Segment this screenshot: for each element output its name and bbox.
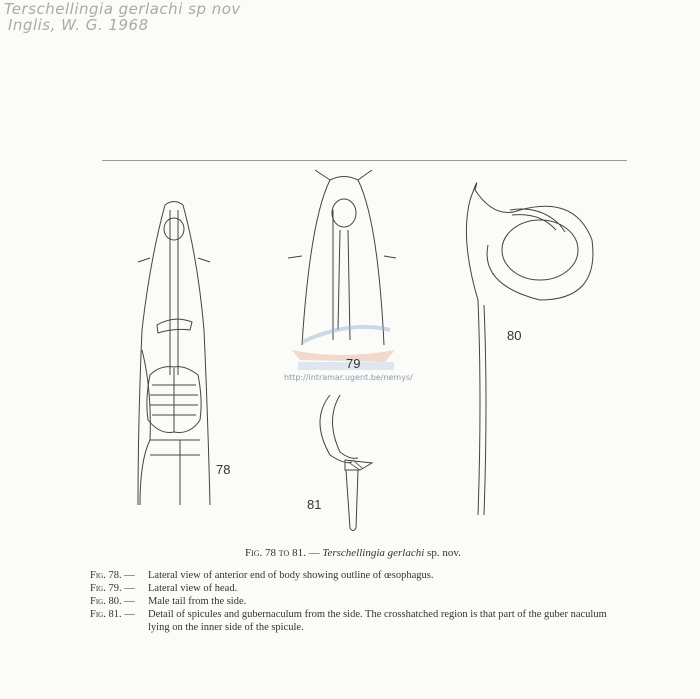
figure-80-male-tail xyxy=(466,183,593,515)
legend-item xyxy=(90,608,630,634)
watermark-url: http://intramar.ugent.be/nemys/ xyxy=(284,373,413,382)
figure-legend xyxy=(90,569,630,634)
legend-key: Fig. 78. — xyxy=(90,570,135,581)
legend-key: Fig. 79. — xyxy=(90,583,135,594)
handwritten-author-note: Inglis, W. G. 1968 xyxy=(8,16,149,34)
handwritten-species-note: Terschellingia gerlachi sp nov xyxy=(4,0,241,18)
figure-81-label: 81 xyxy=(307,497,322,512)
watermark-logo xyxy=(292,327,395,370)
legend-item xyxy=(90,569,630,582)
legend-text: Male tail from the side. xyxy=(148,596,247,607)
caption-prefix: Fig. 78 to 81. — xyxy=(245,547,320,559)
legend-item xyxy=(90,595,630,608)
figure-79-label: 79 xyxy=(346,356,361,371)
legend-item xyxy=(90,582,630,595)
legend-key: Fig. 81. — xyxy=(90,609,135,620)
legend-text: Lateral view of anterior end of body showing outline of œsophagus. xyxy=(148,570,434,581)
legend-text: Detail of spicules and gubernaculum from the side. The crosshatched region is that part of the guber naculum lying on the inner side of the spicule. xyxy=(148,609,607,633)
figure-81-spicule xyxy=(320,395,372,531)
caption-suffix: sp. nov. xyxy=(427,547,461,559)
figure-78-anterior-end xyxy=(138,202,210,506)
legend-key: Fig. 80. — xyxy=(90,596,135,607)
legend-text: Lateral view of head. xyxy=(148,583,238,594)
figure-caption xyxy=(245,547,461,559)
figure-80-label: 80 xyxy=(507,328,522,343)
caption-species: Terschellingia gerlachi xyxy=(322,547,425,559)
figure-79-head xyxy=(288,170,396,345)
figure-78-label: 78 xyxy=(216,462,231,477)
